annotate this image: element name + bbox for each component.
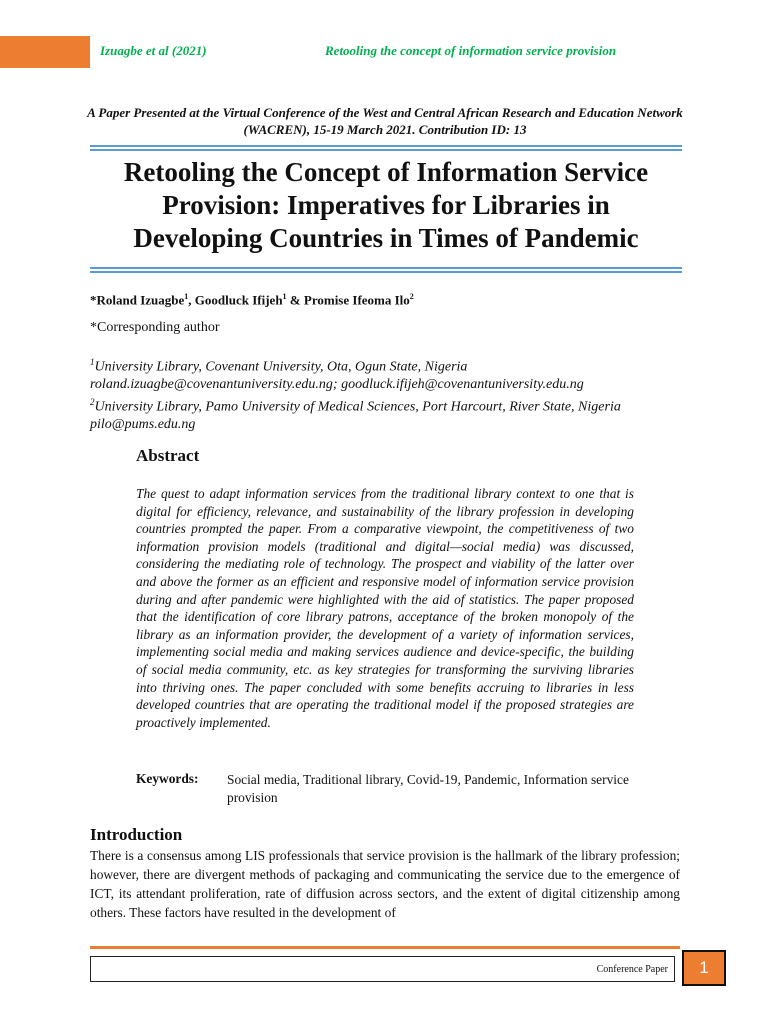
title-line-2: Provision: Imperatives for Libraries in: [162, 190, 610, 220]
author-separator: &: [286, 292, 304, 308]
abstract-heading: Abstract: [136, 446, 200, 465]
affiliation-1-text: University Library, Covenant University, Ota, Ogun State, Nigeria: [94, 359, 468, 375]
author-1: *Roland Izuagbe: [90, 292, 185, 308]
title-line-1: Retooling the Concept of Information Service: [123, 157, 649, 187]
introduction-heading: Introduction: [90, 825, 183, 844]
footer-box: [90, 956, 675, 982]
title-rule-bottom-2: [90, 271, 682, 273]
affiliation-2-email: pilo@pums.edu.ng: [90, 416, 196, 432]
affiliation-1-email: roland.izuagbe@covenantuniversity.edu.ng; goodluck.ifijeh@covenantuniversity.edu.ng: [90, 377, 584, 393]
affiliation-1: [90, 354, 690, 376]
author-3: Promise Ifeoma Ilo: [303, 292, 410, 308]
abstract-body: The quest to adapt information services from the traditional library context to one that is digital for efficiency, relevance, and sustainability of the library profession in developing countries prompted the paper. From a comparative viewpoint, the competitiveness of two information provision models (traditional and digital—social media) was discussed, considering the mediating role of technology. The prospect and viability of the latter over and above the former as an efficient and responsive model of information service provision during and after pandemic were highlighted with the aid of statistics. The paper proposed that the identification of core library patrons, acceptance of the broken monopoly of the library as an information provider, the development of a variety of information services, implementing social media and making services audience and device-specific, the building of social media community, etc. as key strategies for transforming the surviving libraries into thriving ones. The paper concluded with some benefits accruing to libraries in less developed countries that are operating the traditional model if the proposed strategies are proactively implemented.: [136, 486, 634, 730]
title-line-3: Developing Countries in Times of Pandemic: [133, 223, 639, 253]
author-list: [90, 292, 414, 308]
running-title: Retooling the concept of information service provision: [325, 43, 617, 58]
title-rule-bottom-1: [90, 267, 682, 269]
footer-label: Conference Paper: [596, 964, 668, 975]
header-accent-bar: [0, 36, 90, 68]
title-rule-top-2: [90, 149, 682, 151]
affiliation-2-text: University Library, Pamo University of Medical Sciences, Port Harcourt, River State, Nigeria: [94, 399, 621, 415]
affiliation-2: [90, 394, 690, 416]
keywords-label: Keywords:: [136, 771, 199, 786]
author-1-affil: 1: [184, 292, 189, 301]
keywords-text: Social media, Traditional library, Covid-19, Pandemic, Information service provision: [227, 772, 629, 805]
title-rule-top-1: [90, 145, 682, 147]
introduction-body: There is a consensus among LIS professionals that service provision is the hallmark of the library profession; however, there are divergent methods of packaging and communicating the service due to the emergence of ICT, its attendant proliferation, rate of diffusion across sectors, and the extent of digital citizenship among others. These factors have resulted in the development of: [90, 848, 680, 920]
footer-rule: [90, 946, 680, 949]
corresponding-author-note: *Corresponding author: [90, 320, 220, 335]
author-3-affil: 2: [409, 292, 414, 301]
running-author: Izuagbe et al (2021): [100, 43, 207, 58]
affiliation-1-marker: 1: [90, 357, 95, 367]
conference-note: [80, 104, 690, 138]
conference-note-line1: A Paper Presented at the Virtual Conference of the West and Central African Research and Education Network: [87, 105, 683, 120]
author-2-affil: 1: [282, 292, 287, 301]
page-number: 1: [682, 950, 726, 986]
affiliations: [90, 354, 690, 433]
author-separator: ,: [188, 292, 195, 308]
paper-title: [90, 156, 682, 255]
author-2: Goodluck Ifijeh: [194, 292, 283, 308]
conference-note-line2: (WACREN), 15-19 March 2021. Contribution ID: 13: [243, 122, 527, 137]
affiliation-2-marker: 2: [90, 396, 95, 407]
